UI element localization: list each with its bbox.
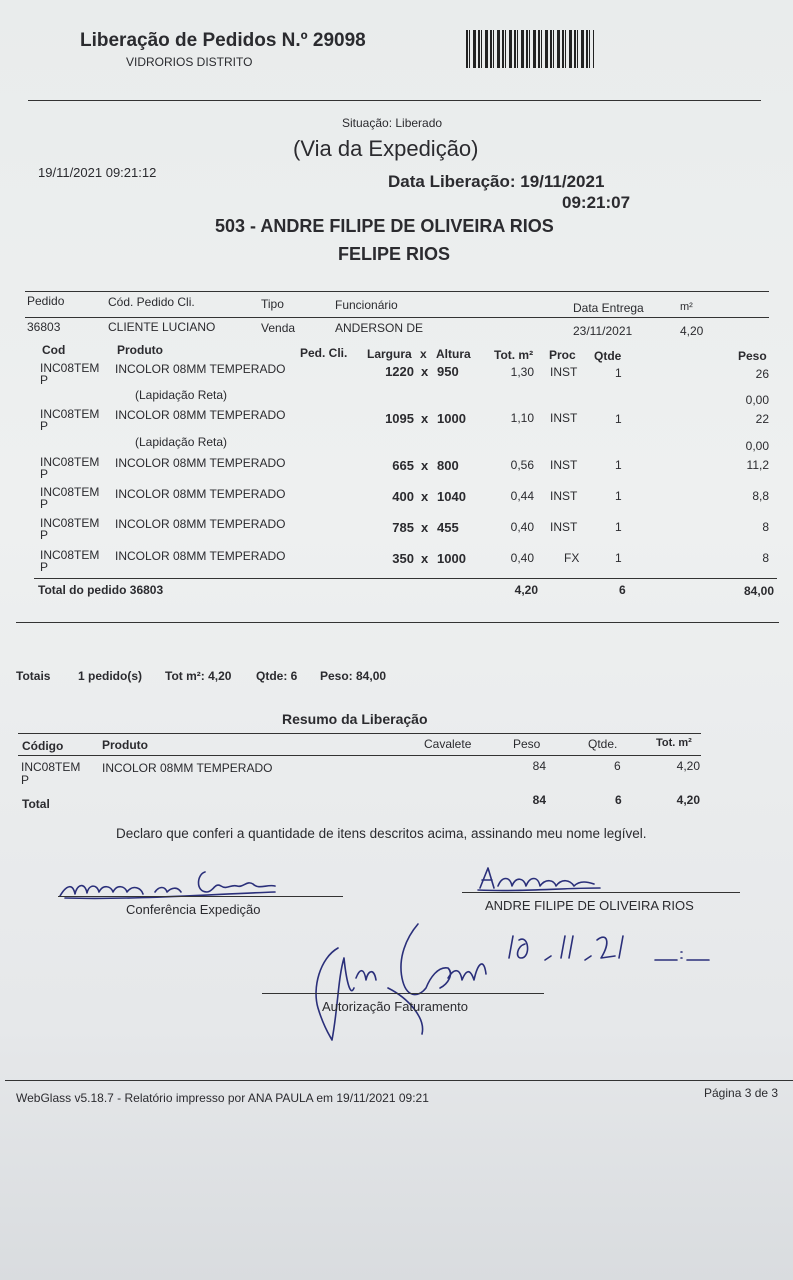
print-datetime: 19/11/2021 09:21:12 <box>38 165 157 180</box>
totals-quantity: Qtde: 6 <box>256 669 298 683</box>
footer-page-number: Página 3 de 3 <box>704 1086 779 1100</box>
item-total-m2: 0,56 <box>510 458 534 472</box>
item-row-cod <box>40 486 99 510</box>
item-height: 1000 <box>437 411 466 426</box>
order-client-code: CLIENTE LUCIANO <box>108 320 216 334</box>
items-col-ped-cli: Ped. Cli. <box>300 346 348 360</box>
order-number: 36803 <box>27 320 61 334</box>
item-process: INST <box>550 489 578 503</box>
authorization-signature <box>298 918 503 1048</box>
item-weight: 22 <box>755 412 769 426</box>
item-quantity: 1 <box>615 366 622 380</box>
item-height: 1000 <box>437 551 466 566</box>
item-product: INCOLOR 08MM TEMPERADO <box>115 517 286 531</box>
item-process: INST <box>550 458 578 472</box>
item-x: x <box>421 458 429 473</box>
order-total-qtde: 6 <box>619 583 626 597</box>
item-cod: INC08TEM <box>40 485 100 499</box>
item-weight: 26 <box>755 367 769 381</box>
item-weight: 0,00 <box>745 393 769 407</box>
item-process: INST <box>550 520 578 534</box>
item-width: 785 <box>392 520 414 535</box>
company-name: VIDRORIOS DISTRITO <box>126 55 253 69</box>
item-product: INCOLOR 08MM TEMPERADO <box>115 362 286 376</box>
item-row-cod <box>40 517 99 541</box>
item-cod-suffix: P <box>40 528 49 542</box>
item-row-cod <box>40 549 99 573</box>
items-col-produto: Produto <box>117 343 163 357</box>
signature-line <box>262 993 544 994</box>
item-total-m2: 1,10 <box>510 411 534 425</box>
item-height: 800 <box>437 458 459 473</box>
divider <box>25 291 769 292</box>
item-x: x <box>421 489 429 504</box>
document-title: Liberação de Pedidos N.º 29098 <box>80 30 366 51</box>
declaration-text: Declaro que conferi a quantidade de itens descritos acima, assinando meu nome legível. <box>116 826 647 841</box>
items-col-cod: Cod <box>42 343 66 357</box>
client-alias: FELIPE RIOS <box>338 244 451 264</box>
summary-cod-suffix: P <box>21 773 30 787</box>
order-total-weight: 84,00 <box>743 584 774 598</box>
totals-m2: Tot m²: 4,20 <box>165 669 232 683</box>
item-x: x <box>421 411 429 426</box>
item-cod-suffix: P <box>40 560 49 574</box>
item-row-cod <box>40 456 99 480</box>
footer-printed-by: WebGlass v5.18.7 - Relatório impresso por ANA PAULA em 19/11/2021 09:21 <box>16 1091 429 1105</box>
authorization-label: Autorização Faturamento <box>322 999 468 1014</box>
via-title: (Via da Expedição) <box>293 136 479 161</box>
divider <box>18 733 701 734</box>
item-total-m2: 1,30 <box>510 365 534 379</box>
divider <box>18 755 701 756</box>
items-col-x: x <box>420 347 427 361</box>
item-cod: INC08TEM <box>40 361 100 375</box>
item-height: 950 <box>437 364 459 379</box>
release-date: Data Liberação: 19/11/2021 <box>388 172 605 191</box>
item-total-m2: 0,40 <box>510 551 534 565</box>
divider <box>16 622 779 623</box>
item-width: 1095 <box>385 411 414 426</box>
summary-product: INCOLOR 08MM TEMPERADO <box>102 761 273 775</box>
item-width: 350 <box>392 551 414 566</box>
summary-quantity: 6 <box>614 759 621 773</box>
item-x: x <box>421 551 429 566</box>
conferencia-label: Conferência Expedição <box>126 902 261 917</box>
totals-orders: 1 pedido(s) <box>78 669 143 683</box>
items-col-proc: Proc <box>549 348 576 362</box>
item-cod: INC08TEM <box>40 516 100 530</box>
summary-total-m2: 4,20 <box>676 759 700 773</box>
item-cod: INC08TEM <box>40 455 100 469</box>
item-product: INCOLOR 08MM TEMPERADO <box>115 487 286 501</box>
divider <box>25 317 769 318</box>
item-product: INCOLOR 08MM TEMPERADO <box>115 549 286 563</box>
item-total-m2: 0,40 <box>510 520 534 534</box>
item-quantity: 1 <box>615 520 622 534</box>
item-quantity: 1 <box>615 412 622 426</box>
client-signature-label: ANDRE FILIPE DE OLIVEIRA RIOS <box>485 898 694 913</box>
summary-col-cavalete: Cavalete <box>424 737 472 751</box>
item-process: INST <box>550 411 578 425</box>
item-row-cod <box>40 408 99 432</box>
summary-total-label: Total <box>22 797 50 811</box>
item-cod-suffix: P <box>40 467 49 481</box>
totals-weight: Peso: 84,00 <box>320 669 387 683</box>
order-total-label: Total do pedido 36803 <box>38 583 164 597</box>
signature-line <box>58 896 343 897</box>
order-employee: ANDERSON DE <box>335 321 424 335</box>
item-height: 455 <box>437 520 459 535</box>
totals-label: Totais <box>16 669 51 683</box>
item-process-note: (Lapidação Reta) <box>135 435 228 449</box>
summary-total-weight: 84 <box>532 793 546 807</box>
conferencia-signature <box>55 862 295 904</box>
item-weight: 8,8 <box>752 489 769 503</box>
item-cod-suffix: P <box>40 497 49 511</box>
item-weight: 0,00 <box>745 439 769 453</box>
barcode <box>466 30 594 68</box>
summary-cod: INC08TEM <box>21 760 81 774</box>
items-col-largura: Largura <box>367 347 412 361</box>
item-quantity: 1 <box>615 489 622 503</box>
item-cod-suffix: P <box>40 373 49 387</box>
release-time: 09:21:07 <box>562 193 631 212</box>
summary-title: Resumo da Liberação <box>282 711 428 727</box>
item-width: 400 <box>392 489 414 504</box>
item-total-m2: 0,44 <box>510 489 534 503</box>
signature-line <box>462 892 740 893</box>
order-m2: 4,20 <box>680 324 704 338</box>
divider <box>34 578 777 579</box>
col-cod-pedido-cli: Cód. Pedido Cli. <box>108 295 195 309</box>
item-product: INCOLOR 08MM TEMPERADO <box>115 408 286 422</box>
client-signature <box>470 862 610 896</box>
item-cod: INC08TEM <box>40 548 100 562</box>
client-name: 503 - ANDRE FILIPE DE OLIVEIRA RIOS <box>215 216 554 236</box>
summary-row-cod <box>21 761 80 787</box>
item-product: INCOLOR 08MM TEMPERADO <box>115 456 286 470</box>
item-process-note: (Lapidação Reta) <box>135 388 228 402</box>
col-pedido: Pedido <box>27 294 65 308</box>
summary-col-tot-m2: Tot. m² <box>656 737 692 749</box>
item-row-cod <box>40 362 99 386</box>
item-width: 1220 <box>385 364 414 379</box>
summary-weight: 84 <box>532 759 546 773</box>
item-x: x <box>421 520 429 535</box>
item-quantity: 1 <box>615 458 622 472</box>
summary-col-codigo: Código <box>22 739 64 753</box>
summary-col-produto: Produto <box>102 738 148 752</box>
items-col-qtde: Qtde <box>594 349 622 363</box>
order-delivery-date: 23/11/2021 <box>573 324 633 338</box>
item-height: 1040 <box>437 489 466 504</box>
col-m2: m² <box>680 301 693 313</box>
summary-total-m2: 4,20 <box>676 793 700 807</box>
items-col-altura: Altura <box>436 347 471 361</box>
item-cod-suffix: P <box>40 419 49 433</box>
order-type: Venda <box>261 321 296 335</box>
item-weight: 11,2 <box>746 458 769 472</box>
col-data-entrega: Data Entrega <box>573 301 644 315</box>
order-total-m2: 4,20 <box>514 583 538 597</box>
summary-col-qtde: Qtde. <box>588 737 618 751</box>
item-cod: INC08TEM <box>40 407 100 421</box>
items-col-peso: Peso <box>738 349 767 363</box>
item-x: x <box>421 364 429 379</box>
col-tipo: Tipo <box>261 297 284 311</box>
item-process: FX <box>564 551 580 565</box>
col-funcionario: Funcionário <box>335 298 398 312</box>
status-text: Situação: Liberado <box>342 116 443 130</box>
item-weight: 8 <box>762 551 769 565</box>
divider <box>28 100 761 101</box>
item-weight: 8 <box>762 520 769 534</box>
item-quantity: 1 <box>615 551 622 565</box>
item-process: INST <box>550 365 578 379</box>
summary-total-quantity: 6 <box>615 793 622 807</box>
handwritten-date <box>503 928 718 968</box>
item-width: 665 <box>392 458 414 473</box>
items-col-tot-m2: Tot. m² <box>494 348 534 362</box>
summary-col-peso: Peso <box>513 737 541 751</box>
divider <box>5 1080 793 1081</box>
